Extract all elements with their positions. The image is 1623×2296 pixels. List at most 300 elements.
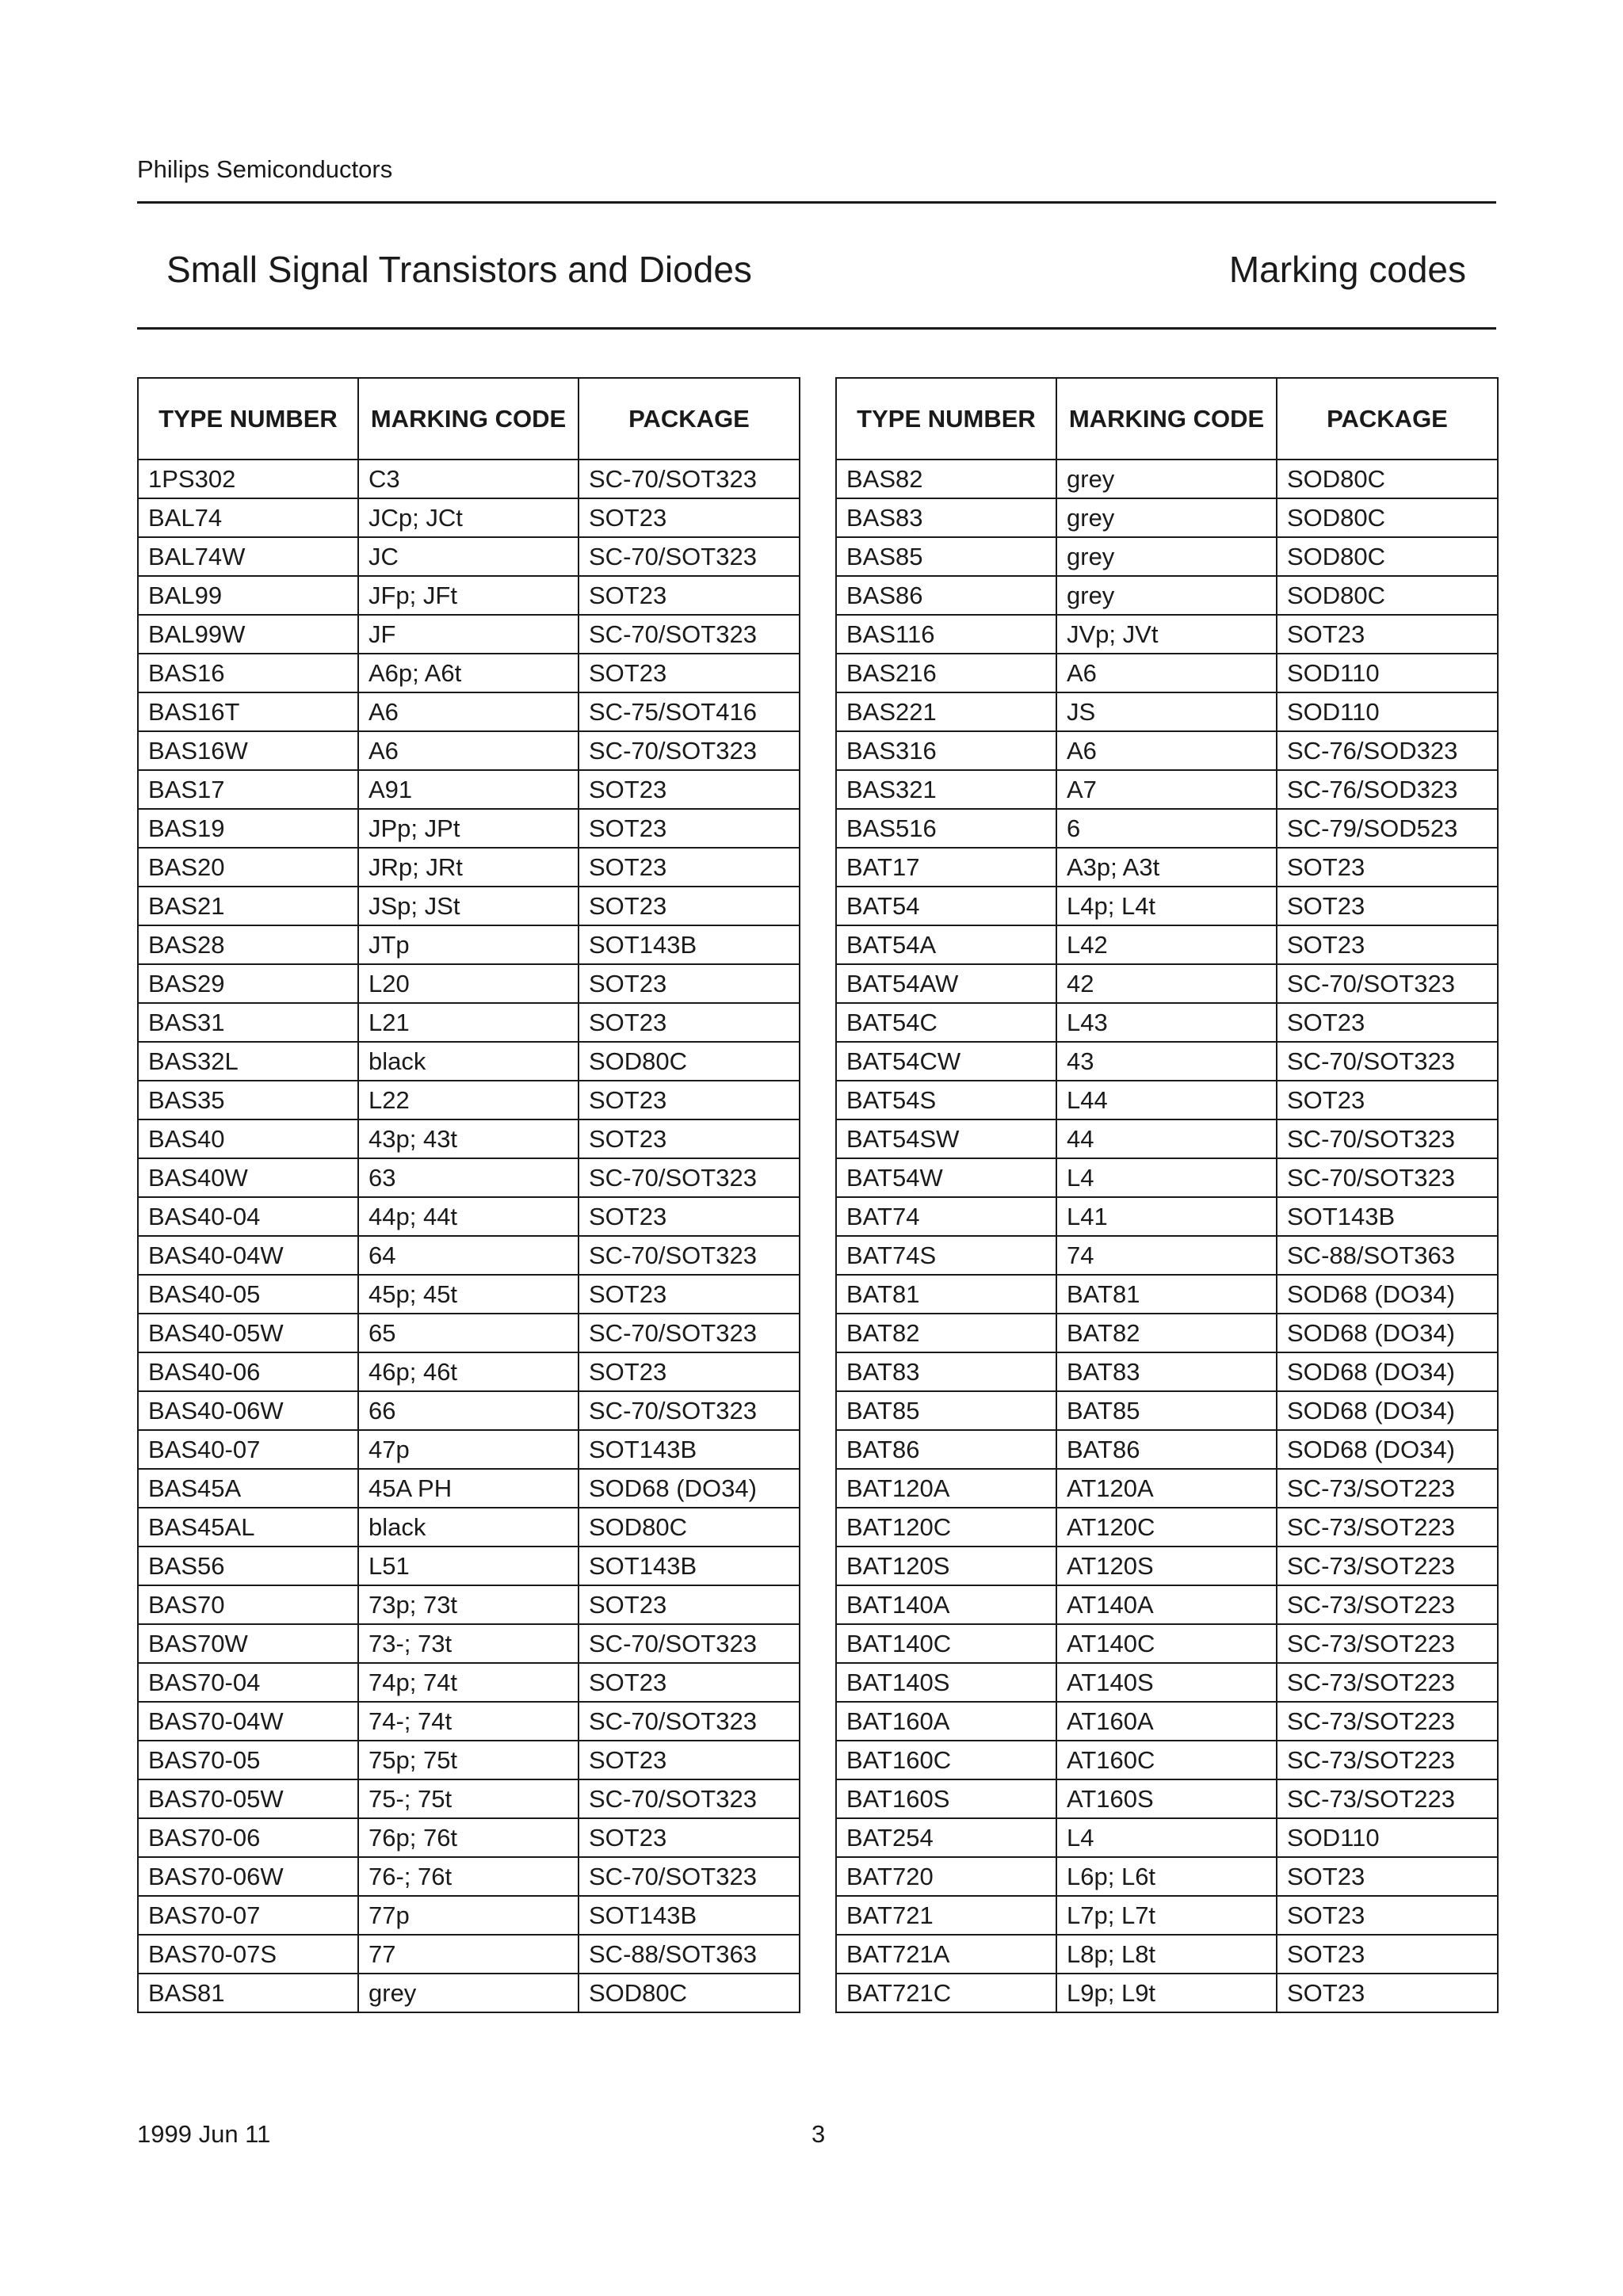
cell-marking-code: 43 [1056, 1042, 1277, 1081]
cell-type-number: BAL99W [138, 615, 358, 654]
table-row [138, 1741, 800, 1779]
cell-marking-code: 74-; 74t [358, 1702, 579, 1741]
cell-marking-code: BAT82 [1056, 1314, 1277, 1352]
cell-type-number: BAL99 [138, 576, 358, 615]
cell-package: SOT23 [1277, 1896, 1498, 1935]
cell-marking-code: 75p; 75t [358, 1741, 579, 1779]
cell-marking-code: A6 [358, 731, 579, 770]
cell-type-number: BAT721C [836, 1974, 1056, 2012]
cell-package: SC-73/SOT223 [1277, 1547, 1498, 1585]
cell-package: SC-75/SOT416 [579, 692, 800, 731]
cell-type-number: BAT254 [836, 1818, 1056, 1857]
cell-package: SOD110 [1277, 1818, 1498, 1857]
cell-marking-code: L41 [1056, 1197, 1277, 1236]
cell-marking-code: BAT86 [1056, 1430, 1277, 1469]
table-row [836, 964, 1498, 1003]
cell-type-number: BAT54 [836, 887, 1056, 925]
cell-type-number: BAT160C [836, 1741, 1056, 1779]
table-row [138, 1469, 800, 1508]
cell-type-number: BAS70W [138, 1624, 358, 1663]
cell-marking-code: JPp; JPt [358, 809, 579, 848]
cell-type-number: BAT721A [836, 1935, 1056, 1974]
cell-marking-code: L4 [1056, 1818, 1277, 1857]
table-row [836, 1508, 1498, 1547]
cell-type-number: BAS40-04W [138, 1236, 358, 1275]
cell-type-number: BAT54AW [836, 964, 1056, 1003]
cell-marking-code: AT160A [1056, 1702, 1277, 1741]
cell-package: SC-73/SOT223 [1277, 1624, 1498, 1663]
cell-marking-code: 65 [358, 1314, 579, 1352]
table-row [836, 1935, 1498, 1974]
table-row [138, 498, 800, 537]
cell-marking-code: L42 [1056, 925, 1277, 964]
cell-type-number: BAS45AL [138, 1508, 358, 1547]
cell-type-number: BAT160S [836, 1779, 1056, 1818]
cell-package: SOD68 (DO34) [1277, 1352, 1498, 1391]
cell-type-number: BAT120S [836, 1547, 1056, 1585]
cell-marking-code: 77 [358, 1935, 579, 1974]
cell-type-number: BAS20 [138, 848, 358, 887]
cell-marking-code: 76p; 76t [358, 1818, 579, 1857]
cell-marking-code: A6 [1056, 731, 1277, 770]
cell-package: SOT23 [579, 1197, 800, 1236]
table-row [836, 654, 1498, 692]
cell-type-number: BAS40-05 [138, 1275, 358, 1314]
cell-package: SC-70/SOT323 [579, 1314, 800, 1352]
cell-type-number: BAT17 [836, 848, 1056, 887]
cell-package: SC-70/SOT323 [579, 537, 800, 576]
cell-type-number: BAT54S [836, 1081, 1056, 1119]
cell-type-number: BAT160A [836, 1702, 1056, 1741]
table-row [836, 1779, 1498, 1818]
cell-type-number: BAS16T [138, 692, 358, 731]
cell-marking-code: 74p; 74t [358, 1663, 579, 1702]
cell-type-number: BAS321 [836, 770, 1056, 809]
table-row [138, 1119, 800, 1158]
table-row [138, 1391, 800, 1430]
cell-marking-code: 63 [358, 1158, 579, 1197]
table-row [836, 1275, 1498, 1314]
cell-marking-code: JS [1056, 692, 1277, 731]
table-row [836, 1158, 1498, 1197]
cell-marking-code: 44p; 44t [358, 1197, 579, 1236]
cell-marking-code: JVp; JVt [1056, 615, 1277, 654]
cell-marking-code: AT120A [1056, 1469, 1277, 1508]
cell-marking-code: 47p [358, 1430, 579, 1469]
document-title: Small Signal Transistors and Diodes [166, 249, 752, 290]
cell-package: SC-73/SOT223 [1277, 1741, 1498, 1779]
cell-package: SOD68 (DO34) [1277, 1314, 1498, 1352]
table-row [836, 1003, 1498, 1042]
cell-type-number: BAS70 [138, 1585, 358, 1624]
cell-marking-code: L44 [1056, 1081, 1277, 1119]
cell-type-number: BAT86 [836, 1430, 1056, 1469]
cell-marking-code: L51 [358, 1547, 579, 1585]
cell-marking-code: L43 [1056, 1003, 1277, 1042]
marking-codes-table-left [137, 377, 800, 2013]
cell-type-number: BAS82 [836, 460, 1056, 498]
cell-package: SC-76/SOD323 [1277, 731, 1498, 770]
cell-marking-code: L4p; L4t [1056, 887, 1277, 925]
cell-package: SC-70/SOT323 [579, 1158, 800, 1197]
table-row [138, 1236, 800, 1275]
cell-package: SOT23 [1277, 1003, 1498, 1042]
table-row [138, 1779, 800, 1818]
cell-type-number: BAS16W [138, 731, 358, 770]
cell-type-number: BAS40 [138, 1119, 358, 1158]
cell-marking-code: 77p [358, 1896, 579, 1935]
cell-marking-code: A6p; A6t [358, 654, 579, 692]
cell-package: SC-70/SOT323 [1277, 964, 1498, 1003]
cell-marking-code: AT140C [1056, 1624, 1277, 1663]
cell-package: SC-73/SOT223 [1277, 1508, 1498, 1547]
cell-marking-code: black [358, 1508, 579, 1547]
cell-package: SOD80C [579, 1508, 800, 1547]
cell-type-number: BAS35 [138, 1081, 358, 1119]
table-row [836, 615, 1498, 654]
table-row [138, 1818, 800, 1857]
cell-marking-code: AT140S [1056, 1663, 1277, 1702]
cell-package: SOT23 [1277, 615, 1498, 654]
table-row [138, 537, 800, 576]
table-row [138, 1352, 800, 1391]
cell-package: SC-73/SOT223 [1277, 1663, 1498, 1702]
cell-marking-code: 44 [1056, 1119, 1277, 1158]
cell-marking-code: L4 [1056, 1158, 1277, 1197]
cell-type-number: BAL74W [138, 537, 358, 576]
table-row [836, 1469, 1498, 1508]
table-row [836, 460, 1498, 498]
table-row [138, 1003, 800, 1042]
cell-type-number: BAS70-05 [138, 1741, 358, 1779]
cell-type-number: BAS116 [836, 615, 1056, 654]
cell-marking-code: A6 [358, 692, 579, 731]
cell-package: SOD68 (DO34) [1277, 1391, 1498, 1430]
cell-marking-code: 73-; 73t [358, 1624, 579, 1663]
cell-type-number: BAS70-05W [138, 1779, 358, 1818]
cell-marking-code: JFp; JFt [358, 576, 579, 615]
cell-marking-code: C3 [358, 460, 579, 498]
cell-type-number: BAT74S [836, 1236, 1056, 1275]
table-row [138, 1508, 800, 1547]
cell-type-number: BAT721 [836, 1896, 1056, 1935]
cell-marking-code: grey [1056, 576, 1277, 615]
table-row [138, 1081, 800, 1119]
cell-package: SC-70/SOT323 [579, 615, 800, 654]
cell-type-number: BAS40-04 [138, 1197, 358, 1236]
column-header-marking-code: MARKING CODE [358, 378, 579, 460]
cell-type-number: BAS32L [138, 1042, 358, 1081]
table-row [138, 1042, 800, 1081]
cell-type-number: BAS70-07 [138, 1896, 358, 1935]
cell-package: SOT143B [1277, 1197, 1498, 1236]
cell-marking-code: JF [358, 615, 579, 654]
table-row [836, 1236, 1498, 1275]
cell-package: SOT23 [579, 498, 800, 537]
cell-type-number: BAS85 [836, 537, 1056, 576]
cell-package: SC-70/SOT323 [579, 1779, 800, 1818]
cell-type-number: BAS31 [138, 1003, 358, 1042]
table-row [836, 692, 1498, 731]
cell-type-number: BAT74 [836, 1197, 1056, 1236]
cell-type-number: BAT54SW [836, 1119, 1056, 1158]
cell-type-number: BAS40-07 [138, 1430, 358, 1469]
table-row [138, 1430, 800, 1469]
cell-marking-code: L8p; L8t [1056, 1935, 1277, 1974]
cell-marking-code: JC [358, 537, 579, 576]
cell-package: SOT23 [1277, 1974, 1498, 2012]
cell-marking-code: grey [1056, 460, 1277, 498]
table-row [138, 887, 800, 925]
cell-package: SOT23 [579, 1275, 800, 1314]
cell-package: SC-73/SOT223 [1277, 1702, 1498, 1741]
table-row [836, 1081, 1498, 1119]
cell-package: SC-73/SOT223 [1277, 1585, 1498, 1624]
cell-package: SOD80C [579, 1974, 800, 2012]
cell-type-number: BAS28 [138, 925, 358, 964]
cell-type-number: BAT83 [836, 1352, 1056, 1391]
table-row [836, 1585, 1498, 1624]
cell-type-number: BAS45A [138, 1469, 358, 1508]
table-header-row [138, 378, 800, 460]
table-row [836, 576, 1498, 615]
table-row [138, 848, 800, 887]
cell-marking-code: L9p; L9t [1056, 1974, 1277, 2012]
cell-marking-code: JTp [358, 925, 579, 964]
cell-marking-code: L21 [358, 1003, 579, 1042]
table-row [138, 1158, 800, 1197]
cell-package: SOT23 [579, 964, 800, 1003]
cell-type-number: BAS70-06W [138, 1857, 358, 1896]
table-row [138, 576, 800, 615]
cell-package: SOD68 (DO34) [579, 1469, 800, 1508]
cell-marking-code: 45A PH [358, 1469, 579, 1508]
cell-package: SOT23 [1277, 1857, 1498, 1896]
table-row [138, 1935, 800, 1974]
cell-type-number: BAS19 [138, 809, 358, 848]
column-header-package: PACKAGE [579, 378, 800, 460]
cell-type-number: BAT82 [836, 1314, 1056, 1352]
table-header-row [836, 378, 1498, 460]
cell-package: SC-73/SOT223 [1277, 1779, 1498, 1818]
cell-type-number: BAS70-06 [138, 1818, 358, 1857]
table-row [836, 848, 1498, 887]
footer-date: 1999 Jun 11 [137, 2120, 271, 2148]
header-rule-top [137, 201, 1496, 204]
cell-package: SOT23 [579, 1081, 800, 1119]
cell-marking-code: 66 [358, 1391, 579, 1430]
cell-marking-code: JCp; JCt [358, 498, 579, 537]
table-row [836, 1119, 1498, 1158]
cell-package: SC-70/SOT323 [1277, 1042, 1498, 1081]
cell-type-number: BAS70-04 [138, 1663, 358, 1702]
cell-marking-code: L7p; L7t [1056, 1896, 1277, 1935]
cell-type-number: BAS316 [836, 731, 1056, 770]
cell-type-number: BAS81 [138, 1974, 358, 2012]
table-row [138, 1197, 800, 1236]
table-row [836, 925, 1498, 964]
cell-type-number: BAS40-05W [138, 1314, 358, 1352]
cell-marking-code: 64 [358, 1236, 579, 1275]
table-row [836, 1042, 1498, 1081]
cell-package: SC-73/SOT223 [1277, 1469, 1498, 1508]
cell-package: SOD110 [1277, 692, 1498, 731]
cell-package: SOD80C [1277, 498, 1498, 537]
table-row [138, 1585, 800, 1624]
table-row [138, 692, 800, 731]
table-row [138, 1275, 800, 1314]
cell-type-number: 1PS302 [138, 460, 358, 498]
cell-marking-code: AT160S [1056, 1779, 1277, 1818]
cell-marking-code: 73p; 73t [358, 1585, 579, 1624]
cell-package: SOT23 [579, 809, 800, 848]
column-header-type-number: TYPE NUMBER [836, 378, 1056, 460]
cell-marking-code: AT160C [1056, 1741, 1277, 1779]
cell-package: SC-70/SOT323 [579, 1236, 800, 1275]
cell-marking-code: grey [1056, 498, 1277, 537]
cell-package: SC-79/SOD523 [1277, 809, 1498, 848]
cell-marking-code: A7 [1056, 770, 1277, 809]
company-name: Philips Semiconductors [137, 155, 393, 183]
table-row [836, 887, 1498, 925]
cell-type-number: BAT120A [836, 1469, 1056, 1508]
table-row [138, 654, 800, 692]
table-row [138, 1896, 800, 1935]
cell-marking-code: 46p; 46t [358, 1352, 579, 1391]
cell-package: SC-70/SOT323 [579, 1702, 800, 1741]
cell-marking-code: 75-; 75t [358, 1779, 579, 1818]
cell-type-number: BAS21 [138, 887, 358, 925]
table-row [836, 1547, 1498, 1585]
cell-package: SOT143B [579, 1896, 800, 1935]
cell-marking-code: A3p; A3t [1056, 848, 1277, 887]
cell-package: SOT23 [579, 576, 800, 615]
cell-package: SOT23 [579, 887, 800, 925]
cell-marking-code: 43p; 43t [358, 1119, 579, 1158]
cell-package: SOD68 (DO34) [1277, 1430, 1498, 1469]
cell-marking-code: BAT81 [1056, 1275, 1277, 1314]
table-row [138, 925, 800, 964]
cell-type-number: BAT140S [836, 1663, 1056, 1702]
cell-type-number: BAT54A [836, 925, 1056, 964]
table-row [836, 1896, 1498, 1935]
cell-type-number: BAT120C [836, 1508, 1056, 1547]
table-row [836, 1741, 1498, 1779]
cell-package: SC-70/SOT323 [579, 1391, 800, 1430]
cell-type-number: BAS70-04W [138, 1702, 358, 1741]
cell-type-number: BAS16 [138, 654, 358, 692]
table-row [138, 1857, 800, 1896]
header-rule-bottom [137, 327, 1496, 330]
cell-package: SC-70/SOT323 [579, 1624, 800, 1663]
cell-package: SOT143B [579, 1430, 800, 1469]
table-row [836, 770, 1498, 809]
table-row [138, 615, 800, 654]
table-row [836, 1430, 1498, 1469]
table-row [138, 1624, 800, 1663]
cell-package: SOT23 [1277, 925, 1498, 964]
table-row [138, 1974, 800, 2012]
cell-type-number: BAT140C [836, 1624, 1056, 1663]
cell-type-number: BAS216 [836, 654, 1056, 692]
cell-package: SC-70/SOT323 [1277, 1158, 1498, 1197]
cell-package: SC-76/SOD323 [1277, 770, 1498, 809]
page-number: 3 [812, 2120, 826, 2148]
cell-package: SOT23 [579, 1663, 800, 1702]
cell-package: SOT23 [1277, 1081, 1498, 1119]
cell-type-number: BAT85 [836, 1391, 1056, 1430]
cell-package: SOD68 (DO34) [1277, 1275, 1498, 1314]
table-row [836, 498, 1498, 537]
table-row [836, 537, 1498, 576]
table-row [836, 1702, 1498, 1741]
cell-type-number: BAS83 [836, 498, 1056, 537]
cell-package: SOT23 [579, 770, 800, 809]
cell-marking-code: JSp; JSt [358, 887, 579, 925]
table-row [138, 1547, 800, 1585]
cell-package: SOT23 [579, 1818, 800, 1857]
cell-marking-code: L20 [358, 964, 579, 1003]
cell-marking-code: BAT85 [1056, 1391, 1277, 1430]
section-title: Marking codes [1228, 249, 1466, 290]
cell-package: SOT23 [579, 848, 800, 887]
cell-marking-code: BAT83 [1056, 1352, 1277, 1391]
table-row [138, 460, 800, 498]
cell-type-number: BAS17 [138, 770, 358, 809]
cell-package: SOT23 [579, 1585, 800, 1624]
cell-package: SOT23 [579, 654, 800, 692]
cell-package: SOD80C [1277, 537, 1498, 576]
cell-marking-code: JRp; JRt [358, 848, 579, 887]
cell-type-number: BAT54C [836, 1003, 1056, 1042]
cell-marking-code: grey [358, 1974, 579, 2012]
table-row [138, 731, 800, 770]
table-row [836, 1857, 1498, 1896]
table-row [836, 1314, 1498, 1352]
cell-marking-code: black [358, 1042, 579, 1081]
cell-type-number: BAS40-06W [138, 1391, 358, 1430]
table-row [836, 731, 1498, 770]
table-row [836, 1197, 1498, 1236]
cell-package: SC-70/SOT323 [1277, 1119, 1498, 1158]
cell-type-number: BAS516 [836, 809, 1056, 848]
cell-marking-code: 74 [1056, 1236, 1277, 1275]
cell-marking-code: A91 [358, 770, 579, 809]
cell-marking-code: 76-; 76t [358, 1857, 579, 1896]
cell-type-number: BAL74 [138, 498, 358, 537]
cell-marking-code: 42 [1056, 964, 1277, 1003]
cell-package: SOT23 [579, 1352, 800, 1391]
cell-type-number: BAS221 [836, 692, 1056, 731]
cell-package: SOT23 [579, 1119, 800, 1158]
cell-type-number: BAT54CW [836, 1042, 1056, 1081]
cell-type-number: BAT720 [836, 1857, 1056, 1896]
table-row [836, 1974, 1498, 2012]
table-row [138, 964, 800, 1003]
cell-type-number: BAS70-07S [138, 1935, 358, 1974]
cell-type-number: BAS40W [138, 1158, 358, 1197]
table-row [138, 1663, 800, 1702]
table-row [836, 1818, 1498, 1857]
cell-marking-code: AT120C [1056, 1508, 1277, 1547]
cell-type-number: BAS56 [138, 1547, 358, 1585]
table-row [138, 1702, 800, 1741]
cell-package: SC-88/SOT363 [579, 1935, 800, 1974]
cell-package: SOD110 [1277, 654, 1498, 692]
table-row [836, 809, 1498, 848]
cell-marking-code: AT120S [1056, 1547, 1277, 1585]
cell-type-number: BAT140A [836, 1585, 1056, 1624]
